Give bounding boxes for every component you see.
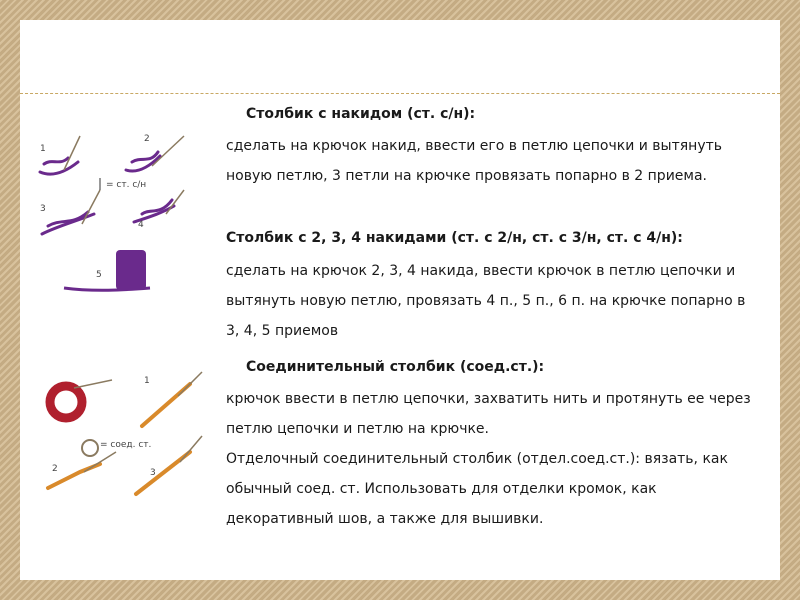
step-label-2: 2 xyxy=(144,134,150,144)
step-label-4: 4 xyxy=(138,220,144,230)
step-label-3: 3 xyxy=(40,204,46,214)
section-2-line-2: вытянуть новую петлю, провязать 4 п., 5 п., 6 п. на крючке попарно в xyxy=(226,293,746,309)
double-crochet-diagram xyxy=(34,130,204,302)
step-label-5: 5 xyxy=(96,270,102,280)
section-1-line-1: сделать на крючок накид, ввести его в петлю цепочки и вытянуть xyxy=(226,138,723,154)
section-3-heading: Соединительный столбик (соед.ст.): xyxy=(246,359,545,375)
section-3-line-5: декоративный шов, а также для вышивки. xyxy=(226,511,544,527)
section-2-line-3: 3, 4, 5 приемов xyxy=(226,323,339,339)
step-label-2: 2 xyxy=(52,464,58,474)
legend-label: = соед. ст. xyxy=(100,440,152,450)
section-1-heading: Столбик с накидом (ст. с/н): xyxy=(246,106,476,122)
section-2-heading: Столбик с 2, 3, 4 накидами (ст. с 2/н, ст. с 3/н, ст. с 4/н): xyxy=(226,230,683,246)
step-label-3: 3 xyxy=(150,468,156,478)
section-1-line-2: новую петлю, 3 петли на крючке провязать попарно в 2 приема. xyxy=(226,168,707,184)
step-label-1: 1 xyxy=(40,144,46,154)
legend-label: = ст. с/н xyxy=(106,180,147,190)
step-label-1: 1 xyxy=(144,376,150,386)
section-2-line-1: сделать на крючок 2, 3, 4 накида, ввести крючок в петлю цепочки и xyxy=(226,263,736,279)
double-crochet-illustration xyxy=(34,130,204,302)
divider-line xyxy=(20,93,780,94)
section-3-line-1: крючок ввести в петлю цепочки, захватить нить и протянуть ее через xyxy=(226,391,751,407)
section-3-line-3: Отделочный соединительный столбик (отдел.соед.ст.): вязать, как xyxy=(226,451,728,467)
section-3-line-2: петлю цепочки и петлю на крючке. xyxy=(226,421,489,437)
slip-stitch-illustration xyxy=(40,368,208,508)
section-3-line-4: обычный соед. ст. Использовать для отделки кромок, как xyxy=(226,481,657,497)
slip-stitch-diagram xyxy=(40,368,208,508)
